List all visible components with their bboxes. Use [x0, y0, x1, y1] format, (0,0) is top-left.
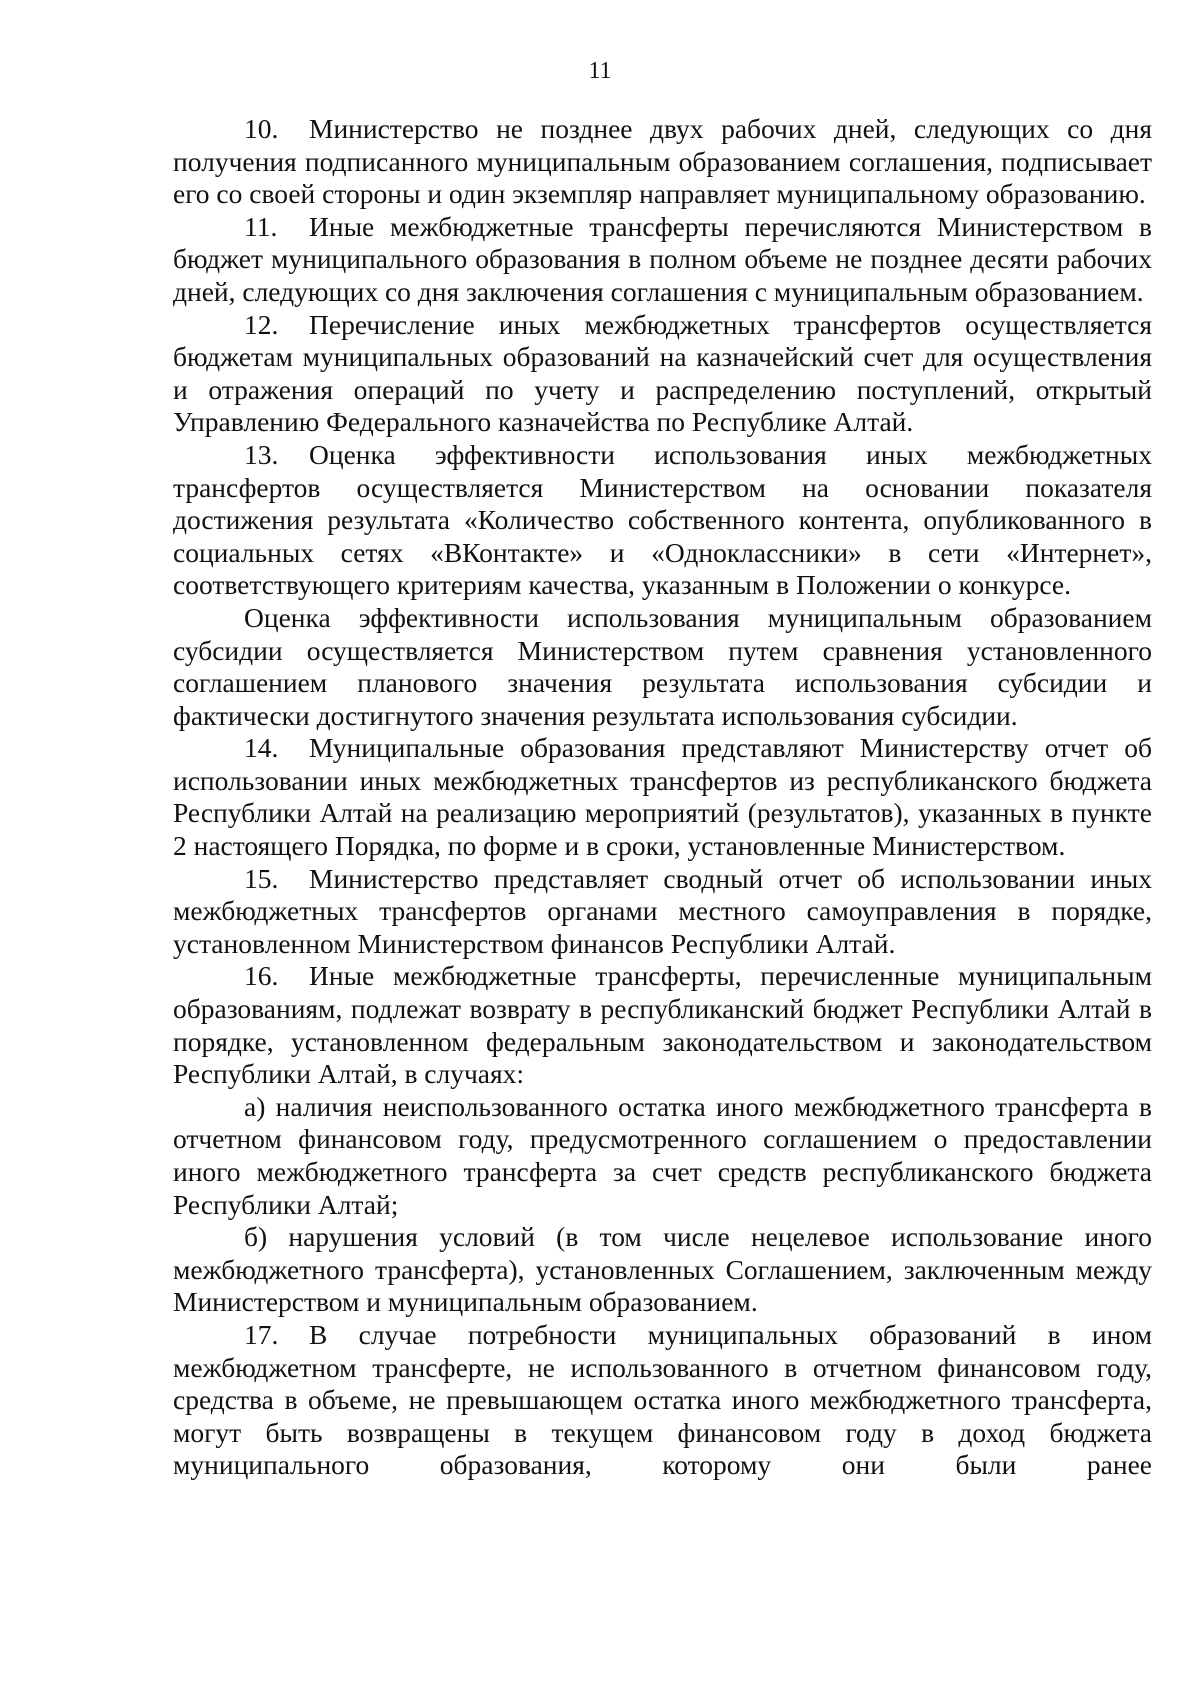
paragraph-16 [173, 960, 1152, 1090]
paragraph-number: 10. [244, 113, 279, 144]
paragraph-text: Министерство не позднее двух рабочих дней, следующих со дня получения подписанного муниципальным образованием соглашения, подписывает его со своей стороны и один экземпляр направляет муниципальному образованию. [173, 113, 1152, 210]
paragraph-text: а) наличия неиспользованного остатка иного межбюджетного трансферта в отчетном финансовом году, предусмотренного соглашением о предоставлении иного межбюджетного трансферта за счет средств республиканского бюджета Республики Алтай; [173, 1090, 1152, 1220]
paragraph-14 [173, 732, 1152, 862]
paragraph-number: 15. [244, 862, 279, 894]
paragraph-text: Муниципальные образования представляют Министерству отчет об использовании иных межбюджетных трансфертов из республиканского бюджета Республики Алтай на реализацию мероприятий (результатов), указанных в пункте 2 настоящего Порядка, по форме и в сроки, установленные Министерством. [173, 732, 1152, 862]
subitem-b [173, 1221, 1152, 1319]
paragraph-text: Министерство представляет сводный отчет об использовании иных межбюджетных трансфертов органами местного самоуправления в порядке, установленном Министерством финансов Республики Алтай. [173, 862, 1152, 959]
paragraph-text: Иные межбюджетные трансферты, перечисленные муниципальным образованиям, подлежат возврату в республиканский бюджет Республики Алтай в порядке, установленном федеральным законодательством и законодательством Республики Алтай, в случаях: [173, 960, 1152, 1090]
paragraph-11 [173, 211, 1152, 309]
paragraph-17 [173, 1319, 1152, 1482]
paragraph-15 [173, 863, 1152, 961]
page-number: 11 [588, 58, 612, 84]
paragraph-13-continued [173, 602, 1152, 732]
paragraph-text: Иные межбюджетные трансферты перечисляются Министерством в бюджет муниципального образования в полном объеме не позднее десяти рабочих дней, следующих со дня заключения соглашения с муниципальным образованием. [173, 210, 1152, 307]
subitem-a [173, 1091, 1152, 1221]
paragraph-number: 12. [244, 308, 279, 340]
paragraph-number: 16. [244, 960, 279, 992]
paragraph-number: 11. [244, 210, 278, 242]
paragraph-text: Перечисление иных межбюджетных трансфертов осуществляется бюджетам муниципальных образований на казначейский счет для осуществления и отражения операций по учету и распределению поступлений, открытый Управлению Федерального казначейства по Республике Алтай. [173, 308, 1152, 438]
paragraph-text: В случае потребности муниципальных образований в ином межбюджетном трансферте, не использованного в отчетном финансовом году, средства в объеме, не превышающем остатка иного межбюджетного трансферта, могут быть возвращены в текущем финансовом году в доход бюджета муниципального образования, которому они были ранее [173, 1318, 1152, 1481]
paragraph-text: Оценка эффективности использования иных межбюджетных трансфертов осуществляется Министерством на основании показателя достижения результата «Количество собственного контента, опубликованного в социальных сетях «ВКонтакте» и «Одноклассники» в сети «Интернет», соответствующего критериям качества, указанным в Положении о конкурсе. [173, 438, 1152, 601]
paragraph-number: 17. [244, 1318, 279, 1350]
paragraph-10 [173, 113, 1152, 211]
paragraph-13 [173, 439, 1152, 602]
paragraph-12 [173, 309, 1152, 439]
paragraph-text: Оценка эффективности использования муниципальным образованием субсидии осуществляется Министерством путем сравнения установленного соглашением планового значения результата использования субсидии и фактически достигнутого значения результата использования субсидии. [173, 601, 1152, 731]
paragraph-text: б) нарушения условий (в том числе нецелевое использование иного межбюджетного трансферта), установленных Соглашением, заключенным между Министерством и муниципальным образованием. [173, 1221, 1152, 1318]
paragraph-number: 14. [244, 732, 279, 764]
paragraph-number: 13. [244, 438, 279, 470]
document-body [173, 113, 1152, 1482]
